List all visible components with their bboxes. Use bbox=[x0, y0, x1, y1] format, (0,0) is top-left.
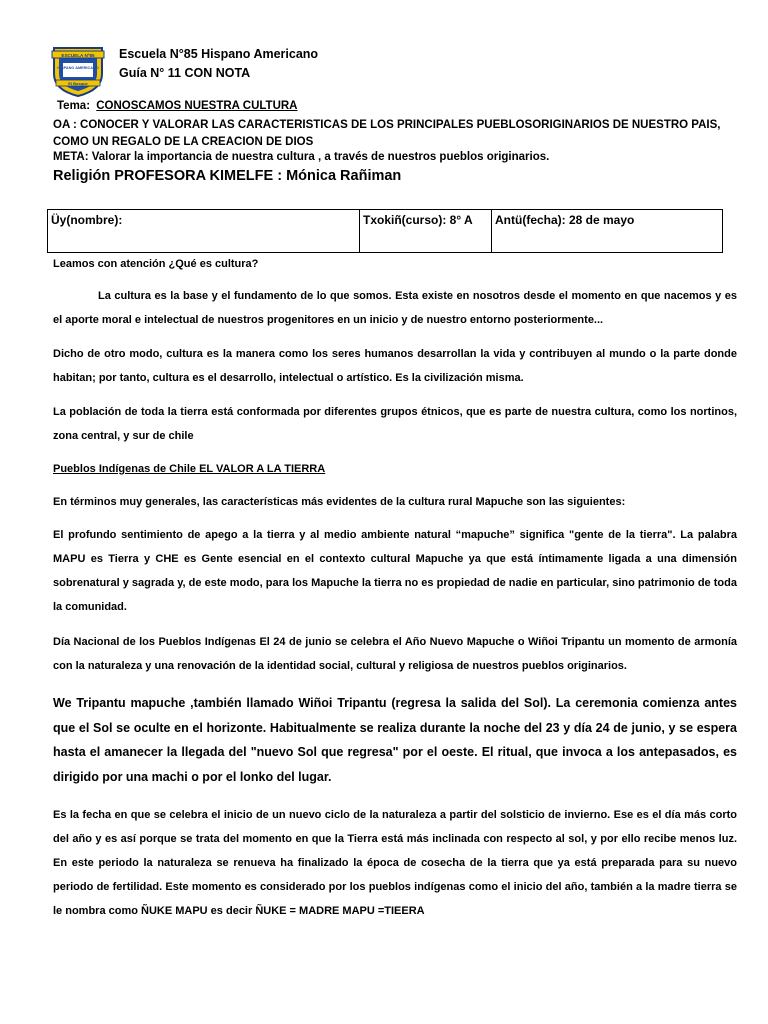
course-field[interactable]: Txokiñ(curso): 8° A bbox=[360, 210, 492, 253]
student-info-table bbox=[47, 209, 723, 253]
question-heading: Leamos con atención ¿Qué es cultura? bbox=[53, 258, 259, 270]
paragraph-7: We Tripantu mapuche ,también llamado Wiñoi Tripantu (regresa la salida del Sol). La ceremonia comienza antes que el Sol se oculte en el horizonte. Habitualmente se realiza durante la noche del 23 y día 24 de junio, y se espera hasta el amanecer la llegada del "nuevo Sol que regresa" por el oeste. El ritual, que invoca a los antepasados, es dirigido por una machi o por el lonko del lugar. bbox=[53, 696, 737, 784]
paragraph-4: En términos muy generales, las características más evidentes de la cultura rural Mapuche son las siguientes: bbox=[53, 496, 626, 508]
tema-label: Tema: bbox=[57, 100, 91, 112]
name-field[interactable]: Üy(nombre): bbox=[48, 210, 360, 253]
section-title: Pueblos Indígenas de Chile EL VALOR A LA TIERRA bbox=[53, 463, 326, 475]
paragraph-5: El profundo sentimiento de apego a la tierra y al medio ambiente natural “mapuche” significa "gente de la tierra". La palabra MAPU es Tierra y CHE es Gente esencial en el contexto cultural Mapuche ya que está íntimamente ligada a una dimensión sobrenatural y sagrada y, de este modo, para los Mapuche la tierra no es propiedad de nadie en particular, sino patrimonio de toda la comunidad. bbox=[53, 529, 737, 613]
date-field[interactable]: Antü(fecha): 28 de mayo bbox=[492, 210, 723, 253]
oa-text: OA : CONOCER Y VALORAR LAS CARACTERISTICAS DE LOS PRINCIPALES PUEBLOSORIGINARIOS DE NUESTRO PAIS, COMO UN REGALO DE LA CREACION DE DIOS bbox=[53, 119, 721, 148]
meta-text: META: Valorar la importancia de nuestra cultura , a través de nuestros pueblos originarios. bbox=[53, 151, 550, 163]
tema-line bbox=[57, 100, 297, 112]
paragraph-1: La cultura es la base y el fundamento de lo que somos. Esta existe en nosotros desde el momento en que nacemos y es el aporte moral e intelectual de nuestros progenitores en un inicio y de nuestro entorno posteriormente... bbox=[53, 290, 737, 326]
paragraph-8: Es la fecha en que se celebra el inicio de un nuevo ciclo de la naturaleza a partir del solsticio de invierno. Ese es el día más corto del año y es así porque se trata del momento en que la Tierra está más inclinada con respecto al sol, y por ello recibe menos luz. En este periodo la naturaleza se renueva ha finalizado la época de cosecha de la tierra que ya está preparada para su nuevo periodo de fertilidad. Este momento es considerado por los pueblos indígenas como el inicio del año, también a la madre tierra se le nombra como ÑUKE MAPU es decir ÑUKE = MADRE MAPU =TIEERA bbox=[53, 809, 737, 917]
logo-mid-text: HISPANO AMERICANO bbox=[57, 66, 99, 70]
guide-title: Guía N° 11 CON NOTA bbox=[119, 66, 251, 80]
logo-bottom-text: El Bosque bbox=[68, 81, 88, 86]
religion-heading: Religión PROFESORA KIMELFE : Mónica Rañiman bbox=[53, 168, 402, 184]
paragraph-2: Dicho de otro modo, cultura es la manera como los seres humanos desarrollan la vida y contribuyen al mundo o la parte donde habitan; por tanto, cultura es el desarrollo, intelectual o artístico. Es la civilización misma. bbox=[53, 348, 737, 384]
paragraph-6: Día Nacional de los Pueblos Indígenas El 24 de junio se celebra el Año Nuevo Mapuche o Wiñoi Tripantu un momento de armonía con la naturaleza y una renovación de la identidad social, cultural y religiosa de nuestros pueblos originarios. bbox=[53, 636, 737, 672]
school-logo bbox=[50, 44, 106, 98]
school-name: Escuela N°85 Hispano Americano bbox=[119, 47, 319, 61]
logo-top-text: ESCUELA Nº85 bbox=[61, 53, 95, 58]
tema-value: CONOSCAMOS NUESTRA CULTURA bbox=[96, 100, 298, 112]
paragraph-3: La población de toda la tierra está conformada por diferentes grupos étnicos, que es parte de nuestra cultura, como los nortinos, zona central, y sur de chile bbox=[53, 406, 737, 442]
